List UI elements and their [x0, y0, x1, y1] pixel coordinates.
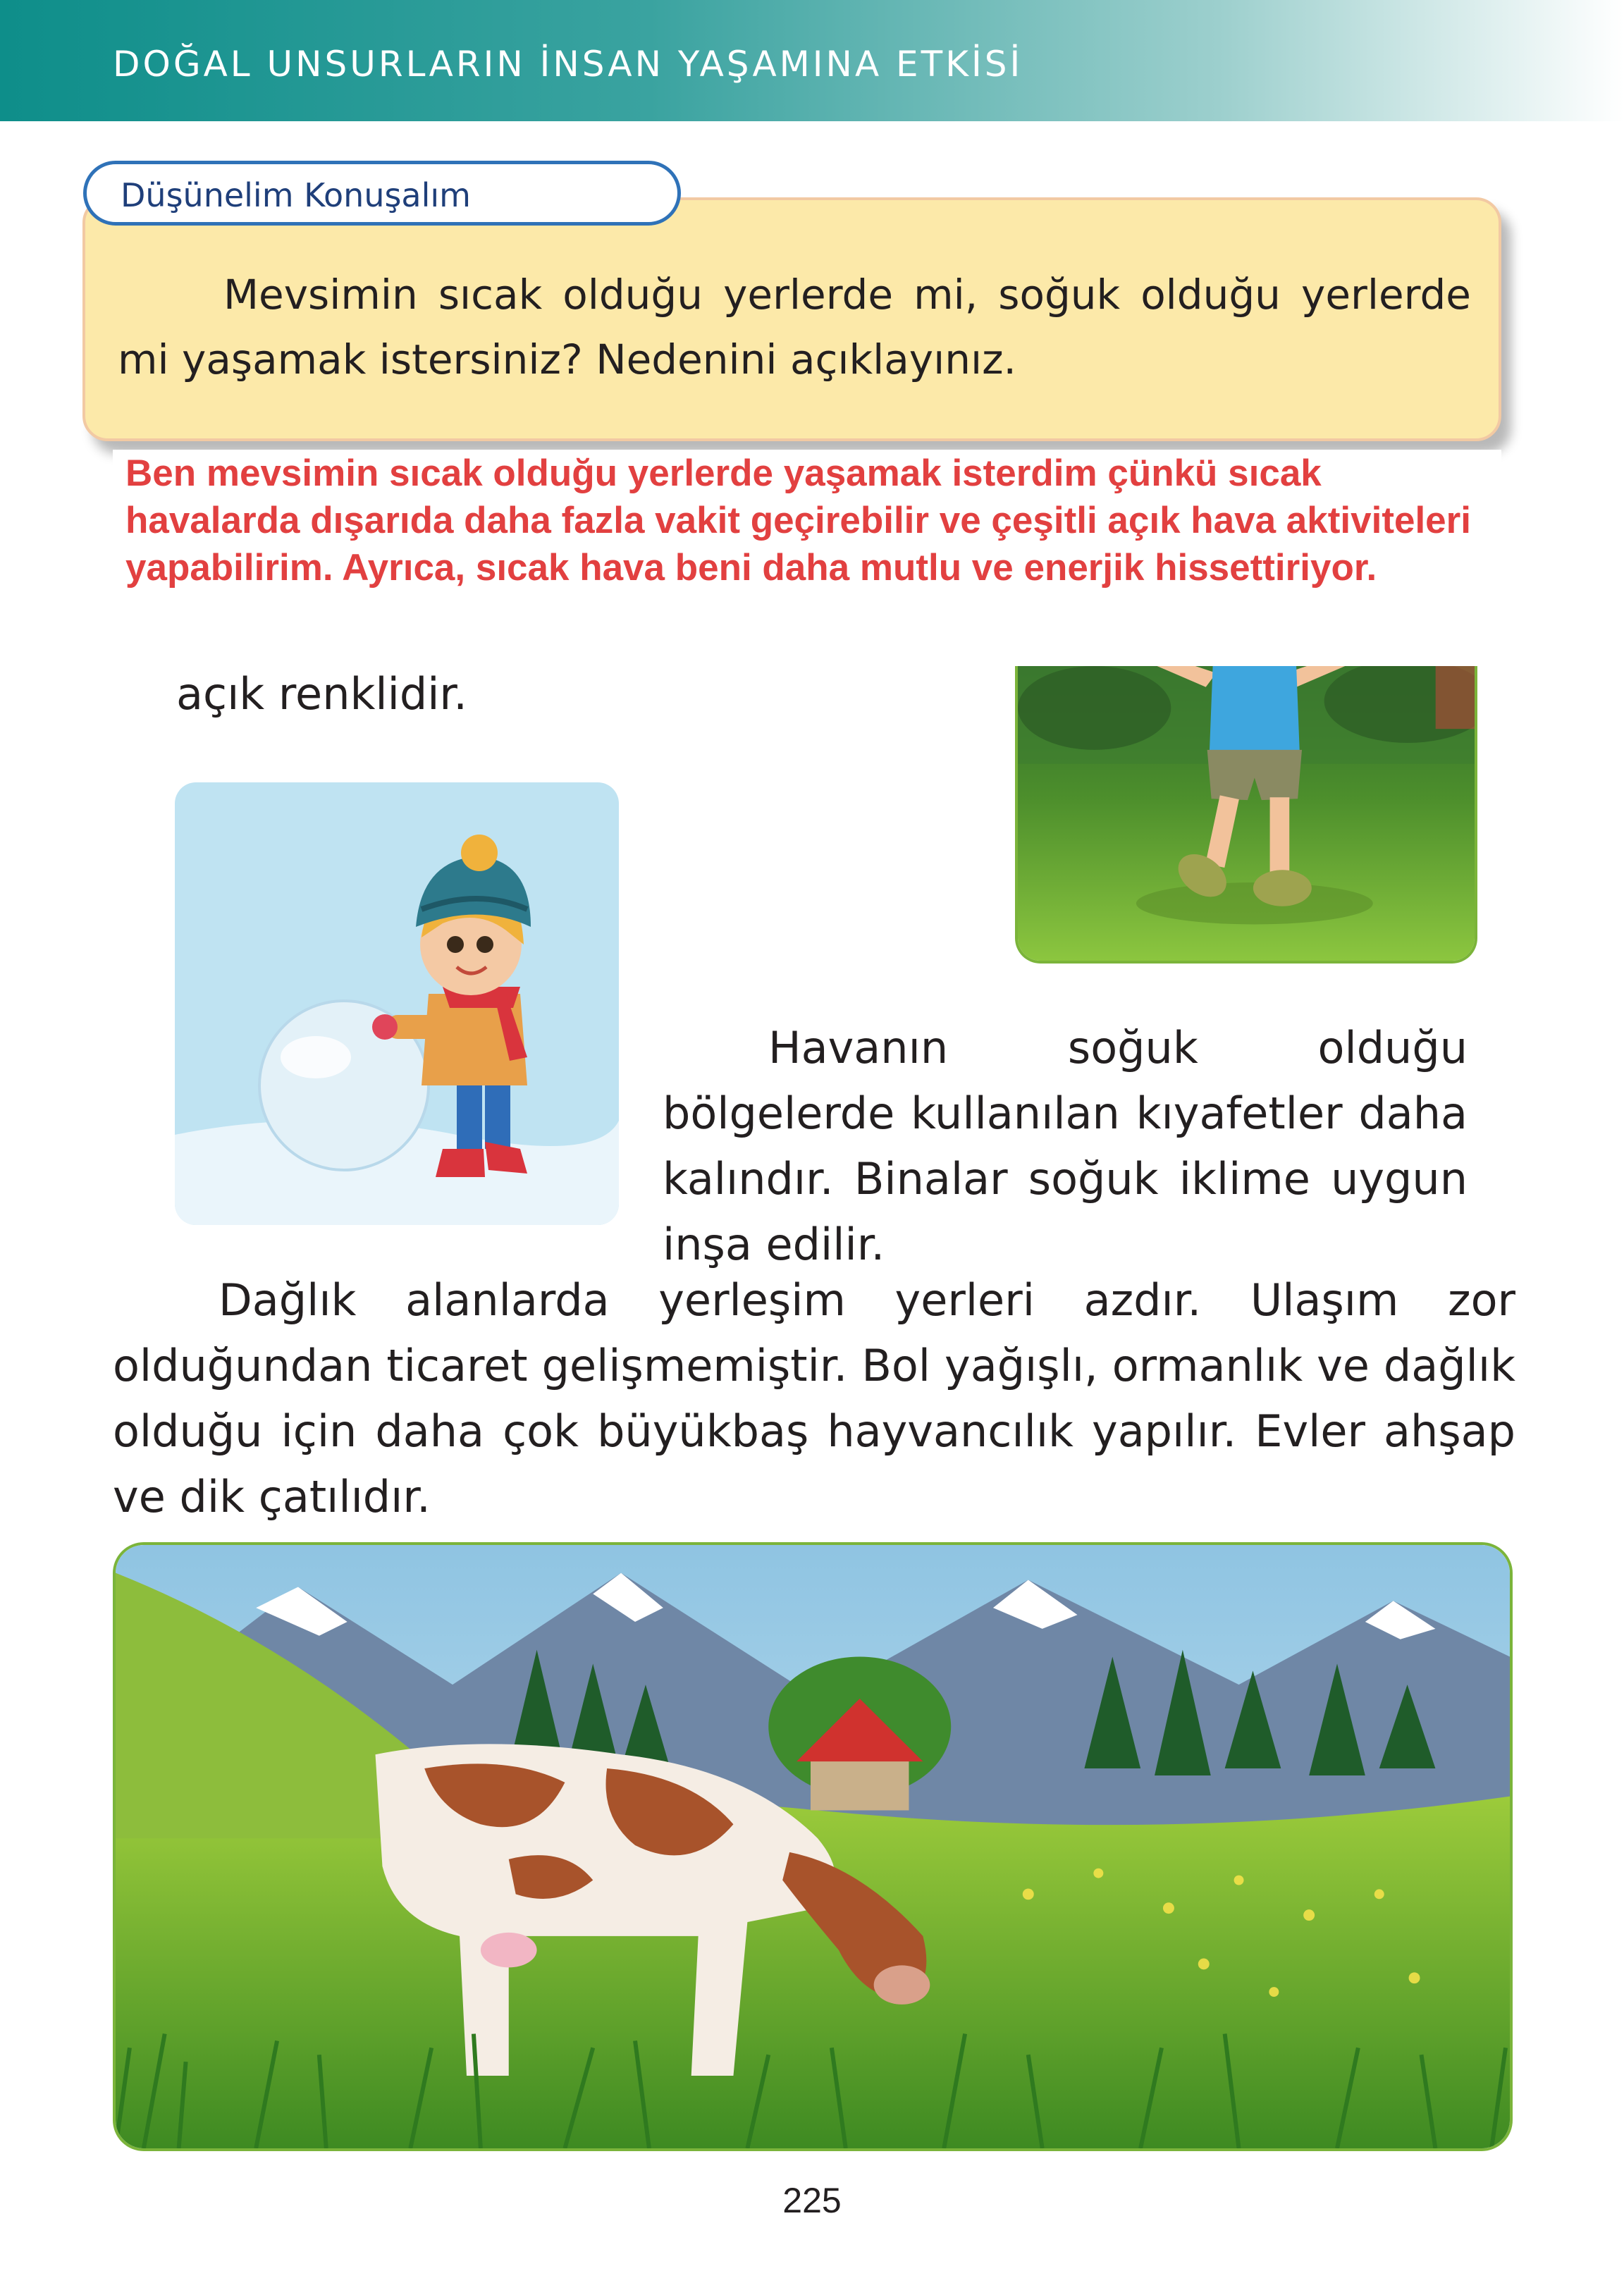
question-text	[118, 262, 1471, 392]
section-tab-label: Düşünelim Konuşalım	[121, 176, 471, 214]
section-tab	[83, 161, 681, 226]
summer-boy-illustration	[1015, 666, 1477, 964]
mountain-paragraph	[113, 1267, 1515, 1529]
question-box	[82, 197, 1501, 441]
winter-girl-illustration	[175, 782, 619, 1225]
header-band	[0, 0, 1624, 121]
cold-paragraph	[663, 1015, 1468, 1277]
answer-box	[113, 450, 1501, 661]
question-body: Mevsimin sıcak olduğu yerlerde mi, soğuk olduğu yerlerde mi yaşamak istersiniz? Nedenini açıklayınız.	[118, 271, 1471, 383]
cold-paragraph-text: Havanın soğuk olduğu bölgelerde kullanılan kıyafetler daha kalındır. Binalar soğuk iklime uygun inşa edilir.	[663, 1022, 1468, 1270]
mountain-paragraph-text: Dağlık alanlarda yerleşim yerleri azdır. Ulaşım zor olduğundan ticaret gelişmemiştir. Bol yağışlı, ormanlık ve dağlık olduğu için daha çok büyükbaş hayvancılık yapılır. Evler ahşap ve dik çatılıdır.	[113, 1274, 1515, 1522]
warm-paragraph-tail: açık renklidir.	[176, 668, 467, 720]
answer-text: Ben mevsimin sıcak olduğu yerlerde yaşamak isterdim çünkü sıcak havalarda dışarıda daha fazla vakit geçirebilir ve çeşitli açık hava aktiviteleri yapabilirim. Ayrıca, sıcak hava beni daha mutlu ve enerjik hissettiriyor.	[125, 453, 1472, 589]
unit-title: DOĞAL UNSURLARIN İNSAN YAŞAMINA ETKİSİ	[113, 44, 1023, 85]
page-number: 225	[782, 2181, 842, 2220]
mountain-cow-illustration	[113, 1542, 1513, 2151]
